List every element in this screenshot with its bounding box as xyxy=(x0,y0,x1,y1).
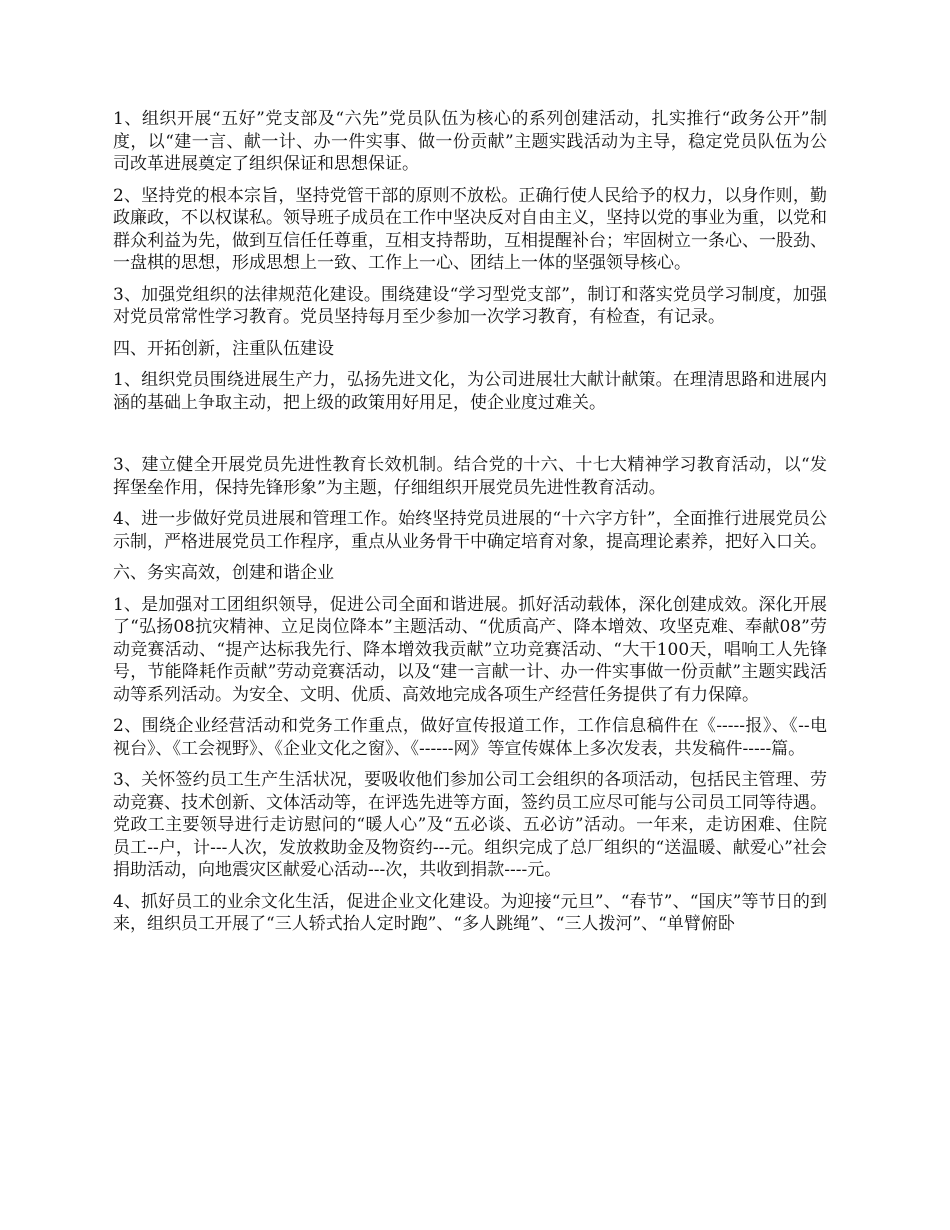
paragraph-4-4: 4、进一步做好党员进展和管理工作。始终坚持党员进展的“十六字方针”，全面推行进展党员公示制，严格进展党员工作程序，重点从业务骨干中确定培育对象，提高理论素养，把好入口关。 xyxy=(113,509,827,552)
paragraph-6-1: 1、是加强对工团组织领导，促进公司全面和谐进展。抓好活动载体，深化创建成效。深化开展了“弘扬08抗灾精神、立足岗位降本”主题活动、“优质高产、降本增效、攻坚克难、奉献08”劳动竞赛活动、“提产达标我先行、降本增效我贡献”立功竞赛活动、“大干100天，唱响工人先锋号，节能降耗作贡献”劳动竞赛活动，以及“建一言献一计、办一件实事做一份贡献”主题实践活动等系列活动。为安全、文明、优质、高效地完成各项生产经营任务提供了有力保障。 xyxy=(113,594,827,705)
paragraph-4-1: 1、组织党员围绕进展生产力，弘扬先进文化，为公司进展壮大献计献策。在理清思路和进展内涵的基础上争取主动，把上级的政策用好用足，使企业度过难关。 xyxy=(113,370,827,413)
paragraph-4-3: 3、建立健全开展党员先进性教育长效机制。结合党的十六、十七大精神学习教育活动，以“发挥堡垒作用，保持先锋形象”为主题，仔细组织开展党员先进性教育活动。 xyxy=(113,455,827,498)
paragraph-2: 2、坚持党的根本宗旨，坚持党管干部的原则不放松。正确行使人民给予的权力，以身作则，勤政廉政，不以权谋私。领导班子成员在工作中坚决反对自由主义，坚持以党的事业为重，以党和群众利益为先，做到互信任任尊重，互相支持帮助，互相提醒补台；牢固树立一条心、一股劲、一盘棋的思想，形成思想上一致、工作上一心、团结上一体的坚强领导核心。 xyxy=(113,185,827,273)
paragraph-6-4: 4、抓好员工的业余文化生活，促进企业文化建设。为迎接“元旦”、“春节”、“国庆”等节日的到来，组织员工开展了“三人轿式抬人定时跑”、“多人跳绳”、“三人拨河”、“单臂俯卧 xyxy=(113,891,827,934)
paragraph-3: 3、加强党组织的法律规范化建设。围绕建设“学习型党支部”，制订和落实党员学习制度，加强对党员常常性学习教育。党员坚持每月至少参加一次学习教育，有检查，有记录。 xyxy=(113,284,827,327)
section-heading-6: 六、务实高效，创建和谐企业 xyxy=(113,563,334,583)
document-body xyxy=(113,108,827,945)
paragraph-6-3: 3、关怀签约员工生产生活状况，要吸收他们参加公司工会组织的各项活动，包括民主管理、劳动竞赛、技术创新、文体活动等，在评选先进等方面，签约员工应尽可能与公司员工同等待遇。党政工主要领导进行走访慰问的“暖人心”及“五必谈、五必访”活动。一年来，走访困难、住院员工--户，计---人次，发放救助金及物资约---元。组织完成了总厂组织的“送温暖、献爱心”社会捐助活动，向地震灾区献爱心活动---次，共收到捐款----元。 xyxy=(113,770,827,880)
section-heading-4: 四、开拓创新，注重队伍建设 xyxy=(113,338,334,359)
paragraph-6-2: 2、围绕企业经营活动和党务工作重点，做好宣传报道工作，工作信息稿件在《-----报》、《--电视台》、《工会视野》、《企业文化之窗》、《------网》等宣传媒体上多次发表，共发稿件-----篇。 xyxy=(113,716,827,759)
paragraph-1: 1、组织开展“五好”党支部及“六先”党员队伍为核心的系列创建活动，扎实推行“政务公开”制度，以“建一言、献一计、办一件实事、做一份贡献”主题实践活动为主导，稳定党员队伍为公司改革进展奠定了组织保证和思想保证。 xyxy=(113,109,827,174)
